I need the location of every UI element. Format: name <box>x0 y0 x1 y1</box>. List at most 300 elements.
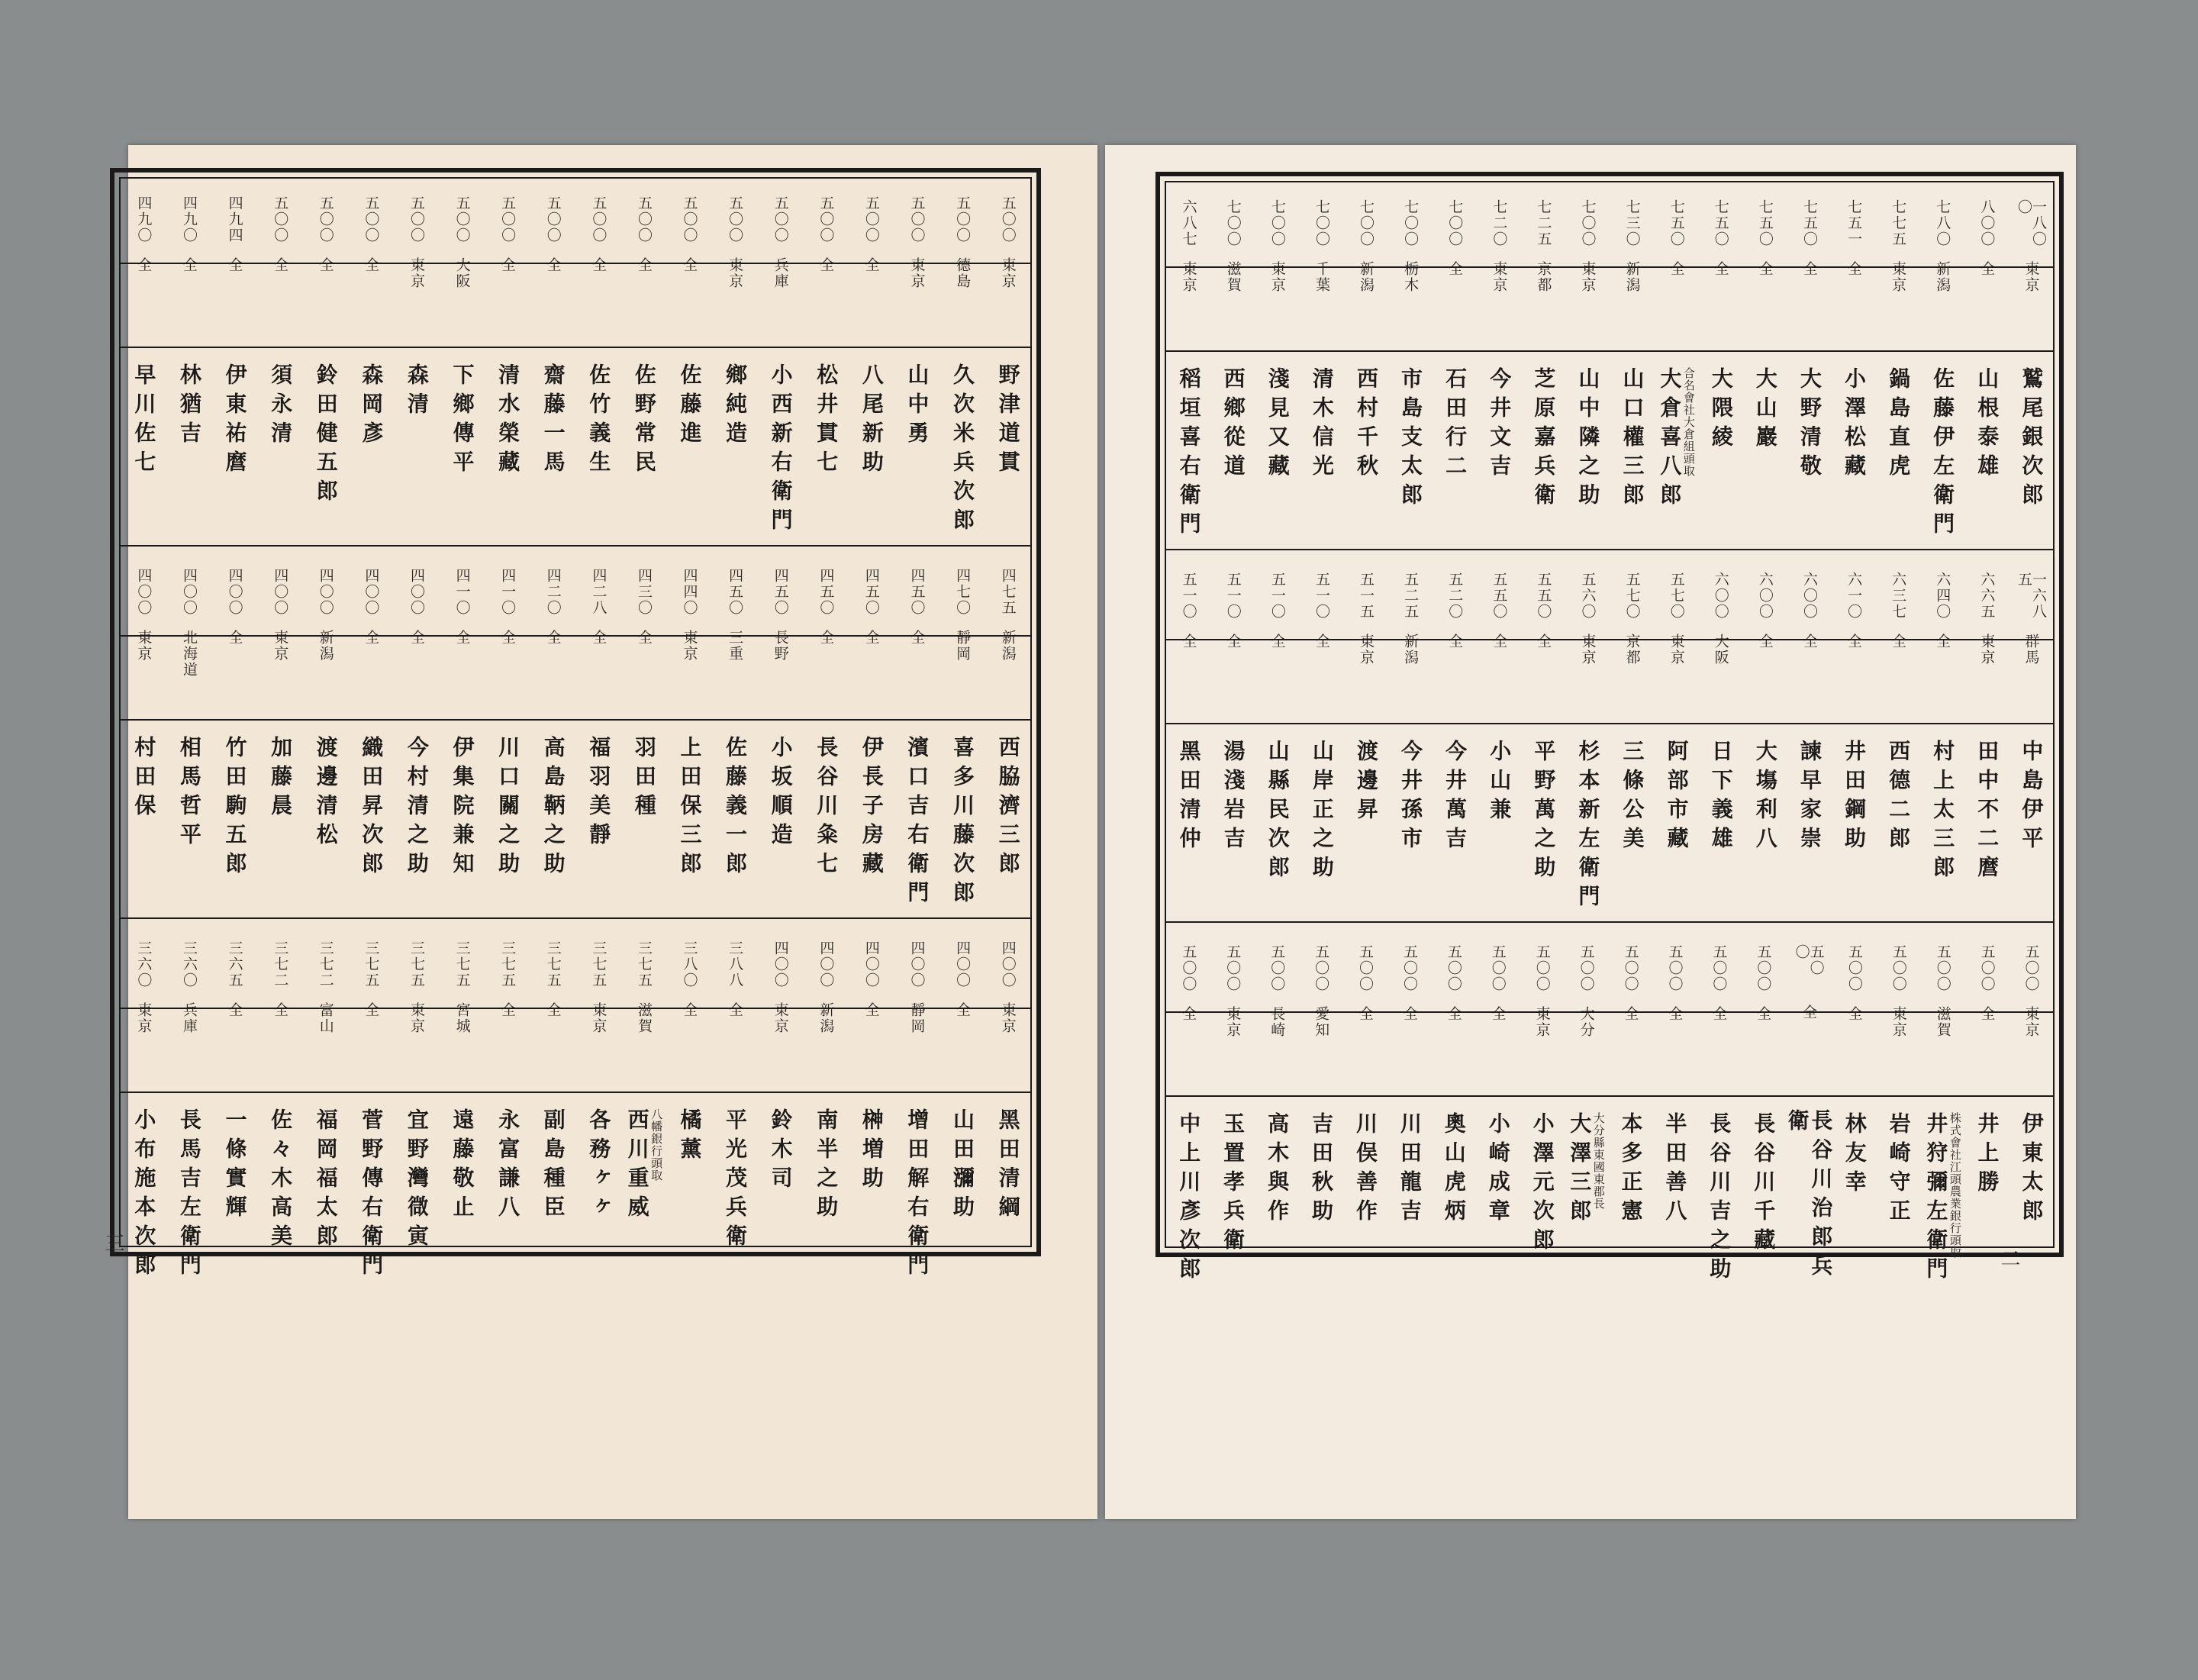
name-cell <box>314 736 337 924</box>
share-count: 七二五 <box>1535 199 1552 247</box>
name-cell <box>1487 739 1513 927</box>
shareholder-name: 佐竹義生 <box>586 363 612 479</box>
shareholder-entry <box>1255 555 1299 927</box>
name-cell <box>1568 1112 1605 1300</box>
prefecture: 全 <box>681 1002 698 1018</box>
prefecture: 全 <box>1491 634 1508 650</box>
prefecture: 全 <box>363 630 380 646</box>
prefecture: 全 <box>226 1002 243 1018</box>
prefecture: 東京 <box>908 257 926 289</box>
name-cell <box>1753 367 1777 555</box>
name-cell <box>1487 366 1513 555</box>
shareholder-entry <box>1741 927 1785 1300</box>
shareholder-name: 西鄉從道 <box>1220 366 1246 483</box>
name-cell <box>905 1108 929 1296</box>
shareholder-entry <box>485 179 530 551</box>
shareholder-entry <box>211 179 257 551</box>
entry-band <box>121 551 1030 924</box>
shareholder-entry <box>1964 182 2009 555</box>
share-count: 五〇〇 <box>908 195 926 243</box>
share-count: 五〇〇 <box>590 195 608 243</box>
prefecture: 全 <box>1845 261 1863 277</box>
shareholder-entry <box>1697 927 1741 1300</box>
shareholder-name: 榊増助 <box>859 1108 885 1195</box>
share-count: 五六〇 <box>1579 572 1597 620</box>
prefecture: 全 <box>1446 261 1464 277</box>
shareholder-entry <box>1608 927 1652 1300</box>
shareholder-name: 鷲尾銀次郎 <box>2019 366 2045 512</box>
share-count: 五一〇 <box>1180 572 1197 620</box>
share-count: 七〇〇 <box>1358 199 1375 247</box>
prefecture: 東京 <box>1358 634 1375 666</box>
shareholder-name: 佐野常民 <box>631 363 657 479</box>
prefecture: 三重 <box>727 630 744 662</box>
prefecture: 新潟 <box>317 630 334 662</box>
name-cell <box>1442 367 1466 555</box>
prefecture: 全 <box>1845 634 1863 650</box>
rule-line <box>1166 350 2053 352</box>
name-cell <box>814 735 840 924</box>
share-count: 五〇〇 <box>999 195 1017 243</box>
share-count: 五七〇 <box>1668 572 1685 620</box>
shareholder-name: 大野清敬 <box>1797 366 1823 483</box>
shareholder-entry <box>2009 555 2053 927</box>
prefecture: 兵庫 <box>181 1002 198 1034</box>
share-count: 六一〇 <box>1845 572 1863 620</box>
name-cell <box>1886 740 1910 927</box>
name-cell <box>1398 367 1422 555</box>
shareholder-entry <box>1477 182 1521 555</box>
name-cell <box>1709 367 1732 555</box>
shareholder-name: 菅野傳右衛門 <box>359 1108 385 1282</box>
share-count: 三八〇 <box>681 940 698 988</box>
share-count: 五〇〇 <box>1489 944 1507 992</box>
share-count: 五〇〇 <box>1666 944 1684 992</box>
name-cell <box>586 1108 610 1296</box>
shareholder-entry <box>666 551 712 924</box>
name-cell <box>905 363 929 551</box>
rule-line <box>121 1092 1030 1093</box>
share-count: 五〇〇 <box>727 195 744 243</box>
name-cell <box>541 736 565 924</box>
name-cell <box>359 1108 385 1296</box>
name-cell <box>495 1108 519 1296</box>
band-divider <box>1166 921 2053 923</box>
shareholder-name: 長谷川治郎兵衛 <box>1784 1109 1834 1283</box>
shareholder-entry <box>439 179 485 551</box>
share-count: 四〇〇 <box>317 568 334 616</box>
name-cell <box>314 363 337 551</box>
name-cell <box>1265 367 1289 555</box>
name-cell <box>1265 740 1289 927</box>
name-cell <box>678 1108 701 1296</box>
share-count: 四九〇 <box>135 195 153 243</box>
name-cell <box>1924 1112 1961 1300</box>
prefecture: 全 <box>1756 261 1774 277</box>
shareholder-entry <box>1787 555 1831 927</box>
shareholder-name: 玉置孝兵衛 <box>1220 1111 1246 1257</box>
prefecture: 全 <box>1800 1004 1818 1021</box>
shareholder-entry <box>1433 182 1477 555</box>
prefecture: 全 <box>317 257 334 273</box>
shareholder-entry <box>1742 182 1787 555</box>
share-count: 五五〇 <box>1491 572 1508 620</box>
name-cell <box>723 735 749 924</box>
shareholder-entry <box>666 924 712 1296</box>
share-count: 五〇〇 <box>272 195 289 243</box>
shareholder-entry <box>803 924 849 1296</box>
shareholder-name: 大倉喜八郎 <box>1657 366 1683 512</box>
shareholder-name: 大塲利八 <box>1752 739 1778 856</box>
name-cell <box>541 363 565 551</box>
shareholder-name: 上田保三郎 <box>677 735 703 881</box>
shareholder-name: 井狩彌左衛門 <box>1923 1111 1949 1286</box>
shareholder-name: 增田解右衛門 <box>904 1108 930 1282</box>
shareholder-entry <box>166 924 212 1296</box>
prefecture: 東京 <box>772 1002 789 1034</box>
share-count: 五一〇 <box>1268 572 1286 620</box>
prefecture: 全 <box>635 257 653 273</box>
shareholder-entry <box>211 551 257 924</box>
name-cell <box>769 363 792 551</box>
shareholder-entry <box>712 924 758 1296</box>
share-count: 六〇〇 <box>1712 572 1729 620</box>
share-count: 五〇〇 <box>544 195 562 243</box>
share-count: 七〇〇 <box>1402 199 1420 247</box>
prefecture: 東京 <box>1890 1006 1907 1038</box>
shareholder-name: 喜多川藤次郎 <box>950 735 975 910</box>
rule-line <box>121 719 1030 721</box>
share-count: 四〇〇 <box>408 568 425 616</box>
shareholder-entry <box>485 551 530 924</box>
title-note: 八幡銀行頭取 <box>649 1108 664 1182</box>
name-cell <box>541 1108 565 1296</box>
share-count: 四五〇 <box>862 568 880 616</box>
share-count: 七〇〇 <box>1268 199 1286 247</box>
share-count: 五〇〇 <box>1400 944 1418 992</box>
shareholder-entry <box>1166 555 1210 927</box>
shareholder-entry <box>939 551 985 924</box>
shareholder-entry <box>257 924 303 1296</box>
shareholder-name: 山中勇 <box>904 363 930 450</box>
shareholder-name: 須永清 <box>268 363 294 450</box>
share-count: 四五〇 <box>727 568 744 616</box>
shareholder-name: 羽田種 <box>631 735 657 823</box>
prefecture: 東京 <box>1180 261 1197 293</box>
shareholder-entry <box>348 924 394 1296</box>
share-count: 六三七 <box>1890 572 1907 620</box>
share-count: 五〇〇 <box>1357 944 1375 992</box>
shareholder-entry <box>1299 927 1343 1300</box>
prefecture: 新潟 <box>1934 261 1951 293</box>
prefecture: 全 <box>499 1002 517 1018</box>
shareholder-entry <box>1387 927 1432 1300</box>
shareholder-name: 佐藤伊左衛門 <box>1930 366 1956 541</box>
shareholder-name: 竹田駒五郎 <box>222 735 248 881</box>
shareholder-entry <box>712 179 758 551</box>
shareholder-name: 奧山虎炳 <box>1441 1111 1467 1228</box>
name-cell <box>1709 740 1732 927</box>
name-cell <box>678 736 701 924</box>
prefecture: 東京 <box>135 1002 153 1034</box>
prefecture: 全 <box>1313 634 1330 650</box>
prefecture: 東京 <box>681 630 698 662</box>
prefecture: 全 <box>1978 1006 1996 1022</box>
prefecture: 全 <box>272 257 289 273</box>
shareholder-entry <box>530 551 575 924</box>
shareholder-entry <box>439 551 485 924</box>
prefecture: 京都 <box>1535 261 1552 293</box>
shareholder-name: 川口關之助 <box>495 735 521 881</box>
name-cell <box>625 1108 662 1296</box>
shareholder-entry <box>303 924 349 1296</box>
name-cell <box>1886 367 1910 555</box>
name-cell <box>1751 1111 1777 1300</box>
shareholder-name: 山田瀰助 <box>950 1108 975 1224</box>
prefecture: 全 <box>862 257 880 273</box>
left-page <box>102 145 1097 1519</box>
shareholder-name: 稻垣喜右衛門 <box>1176 366 1202 541</box>
shareholder-entry <box>1610 555 1654 927</box>
name-cell <box>1797 740 1821 927</box>
prefecture: 東京 <box>1491 261 1508 293</box>
prefecture: 靜岡 <box>908 1002 926 1034</box>
name-cell <box>1887 1112 1910 1300</box>
share-count: 一八〇〇 <box>2015 199 2047 247</box>
shareholder-entry <box>1920 555 1964 927</box>
prefecture: 全 <box>135 257 153 273</box>
share-count: 五〇〇 <box>635 195 653 243</box>
name-cell <box>950 1108 974 1296</box>
name-cell <box>1221 367 1245 555</box>
shareholder-entry <box>1832 182 1876 555</box>
shareholder-name: 西脇濟三郎 <box>995 735 1021 881</box>
shareholder-entry <box>666 179 712 551</box>
shareholder-name: 黑田清綱 <box>995 1108 1021 1224</box>
name-cell <box>223 736 247 924</box>
share-count: 四一〇 <box>499 568 517 616</box>
shareholder-entry <box>1832 927 1876 1300</box>
shareholder-entry <box>1565 555 1610 927</box>
shareholder-entry <box>1876 555 1920 927</box>
shareholder-name: 小崎成章 <box>1485 1111 1511 1228</box>
shareholder-entry <box>394 924 440 1296</box>
shareholder-name: 大隈綾 <box>1708 366 1734 454</box>
name-cell <box>1398 740 1422 927</box>
shareholder-entry <box>985 551 1030 924</box>
shareholder-entry <box>1344 555 1388 927</box>
shareholder-name: 渡邊清松 <box>313 735 339 852</box>
shareholder-entry <box>1920 182 1964 555</box>
band-divider <box>1166 549 2053 550</box>
shareholder-name: 各務ヶヶ <box>586 1108 612 1224</box>
shareholder-name: 遠藤敬止 <box>450 1108 475 1224</box>
share-count: 四二八 <box>590 568 608 616</box>
shareholder-entry <box>1654 555 1698 927</box>
prefecture: 新潟 <box>1358 261 1375 293</box>
share-count: 四〇〇 <box>181 568 198 616</box>
share-count: 五〇〇 <box>1578 944 1595 992</box>
shareholder-name: 今井孫市 <box>1398 739 1424 856</box>
shareholder-name: 宜野灣㣲寅 <box>404 1108 430 1253</box>
shareholder-name: 永富謙八 <box>495 1108 521 1224</box>
shareholder-entry <box>712 551 758 924</box>
prefecture: 全 <box>635 630 653 646</box>
rule-line <box>1166 1011 2053 1013</box>
shareholder-entry <box>803 179 849 551</box>
prefecture: 東京 <box>1579 261 1597 293</box>
share-count: 四〇〇 <box>226 568 243 616</box>
shareholder-entry <box>1964 555 2009 927</box>
prefecture: 栃木 <box>1402 261 1420 293</box>
name-cell <box>859 1108 883 1296</box>
share-count: 七〇〇 <box>1313 199 1330 247</box>
shareholder-entry <box>849 924 894 1296</box>
share-count: 四五〇 <box>817 568 835 616</box>
name-cell <box>996 1108 1020 1296</box>
share-count: 五〇〇 <box>1890 944 1907 992</box>
share-count: 五〇〇 <box>1755 944 1772 992</box>
name-cell <box>132 363 156 551</box>
prefecture: 新潟 <box>999 630 1017 662</box>
prefecture: 全 <box>226 630 243 646</box>
shareholder-entry <box>1832 555 1876 927</box>
prefecture: 全 <box>1845 1006 1863 1022</box>
share-count: 四〇〇 <box>272 568 289 616</box>
share-count: 五〇〇 <box>1313 944 1330 992</box>
shareholder-name: 黑田清仲 <box>1176 739 1202 856</box>
share-count: 五七〇 <box>1623 572 1641 620</box>
share-count: 五〇〇 <box>499 195 517 243</box>
shareholder-entry <box>939 179 985 551</box>
shareholder-name: 湯淺岩吉 <box>1220 739 1246 856</box>
shareholder-entry <box>1255 927 1299 1300</box>
shareholder-entry <box>757 924 803 1296</box>
prefecture: 全 <box>1180 1006 1197 1022</box>
share-count: 三六五 <box>226 940 243 988</box>
share-count: 四〇〇 <box>954 940 972 988</box>
shareholder-name: 今井萬吉 <box>1442 739 1468 856</box>
shareholder-name: 西德二郎 <box>1886 739 1912 856</box>
prefecture: 全 <box>1934 634 1951 650</box>
name-cell <box>1310 740 1333 927</box>
share-count: 五〇〇 <box>817 195 835 243</box>
shareholder-entry <box>894 551 939 924</box>
shareholder-entry <box>2009 182 2053 555</box>
name-cell <box>1397 1112 1421 1300</box>
share-count: 四〇〇 <box>862 940 880 988</box>
name-cell <box>268 1108 292 1296</box>
share-count: 四三〇 <box>635 568 653 616</box>
shareholder-entry <box>1166 182 1210 555</box>
name-cell <box>1797 367 1821 555</box>
shareholder-entry <box>439 924 485 1296</box>
shareholder-name: 村上太三郎 <box>1930 739 1956 885</box>
prefecture: 全 <box>1668 261 1685 277</box>
right-page <box>1105 145 2076 1519</box>
name-cell <box>1842 1112 1866 1300</box>
prefecture: 全 <box>727 1002 744 1018</box>
shareholder-name: 高島鞆之助 <box>540 735 566 881</box>
shareholder-entry <box>1964 927 2009 1300</box>
share-count: 五一〇 <box>1224 572 1242 620</box>
prefecture: 全 <box>1710 1006 1728 1022</box>
name-cell <box>1176 1112 1200 1300</box>
share-count: 五〇〇 <box>1445 944 1462 992</box>
shareholder-name: 本多正憲 <box>1618 1111 1644 1228</box>
left-page-frame <box>110 168 1041 1282</box>
prefecture: 東京 <box>2022 1006 2040 1038</box>
shareholder-name: 伊長子房藏 <box>859 735 885 881</box>
shareholder-name: 淺見又藏 <box>1265 366 1291 483</box>
name-cell <box>1975 1112 1999 1300</box>
name-cell <box>1442 1112 1465 1300</box>
shareholder-name: 濱口吉右衛門 <box>904 735 930 910</box>
name-cell <box>1576 367 1600 555</box>
shareholder-entry <box>575 179 621 551</box>
shareholder-entry <box>1654 182 1698 555</box>
name-cell <box>1930 367 1954 555</box>
shareholder-name: 小坂順造 <box>768 735 794 852</box>
band-divider <box>121 917 1030 919</box>
shareholder-name: 相馬哲平 <box>176 735 202 852</box>
prefecture: 全 <box>226 257 243 273</box>
prefecture: 東京 <box>1224 1006 1242 1038</box>
name-cell <box>632 363 656 551</box>
shareholder-name: 半田善八 <box>1662 1111 1688 1228</box>
title-note: 大分縣東國東郡長 <box>1591 1111 1606 1210</box>
share-count: 六六五 <box>1978 572 1996 620</box>
shareholder-name: 伊東太郎 <box>2019 1111 2045 1228</box>
name-cell <box>495 736 519 924</box>
shareholder-name: 平野萬之助 <box>1531 739 1557 885</box>
shareholder-entry <box>939 924 985 1296</box>
shareholder-entry <box>1920 927 1964 1300</box>
name-cell <box>2019 740 2043 927</box>
name-cell <box>769 1108 792 1296</box>
prefecture: 全 <box>1489 1006 1507 1022</box>
prefecture: 新潟 <box>1402 634 1420 666</box>
prefecture: 全 <box>1268 634 1286 650</box>
share-count: 五〇〇 <box>317 195 334 243</box>
name-cell <box>1530 1112 1554 1300</box>
name-cell <box>1177 740 1201 927</box>
shareholder-entry <box>1255 182 1299 555</box>
name-cell <box>450 1108 474 1296</box>
shareholder-entry <box>394 179 440 551</box>
prefecture: 北海道 <box>181 630 198 678</box>
shareholder-name: 松井貫七 <box>814 363 840 479</box>
share-count: 六〇〇 <box>1756 572 1774 620</box>
shareholder-name: 井上勝 <box>1974 1111 2000 1199</box>
prefecture: 京都 <box>1623 634 1641 666</box>
name-cell <box>2019 367 2043 555</box>
share-count: 四一〇 <box>453 568 471 616</box>
name-cell <box>1310 367 1333 555</box>
rule-line <box>121 347 1030 348</box>
shareholder-entry <box>211 924 257 1296</box>
shareholder-name: 南半之助 <box>814 1108 840 1224</box>
prefecture: 全 <box>681 257 698 273</box>
shareholder-entry <box>575 551 621 924</box>
shareholder-entry <box>757 551 803 924</box>
shareholder-entry <box>303 551 349 924</box>
name-cell <box>223 363 247 551</box>
prefecture: 全 <box>590 630 608 646</box>
prefecture: 全 <box>1622 1006 1639 1022</box>
prefecture: 全 <box>363 1002 380 1018</box>
shareholder-name: 杉本新左衛門 <box>1575 739 1601 914</box>
